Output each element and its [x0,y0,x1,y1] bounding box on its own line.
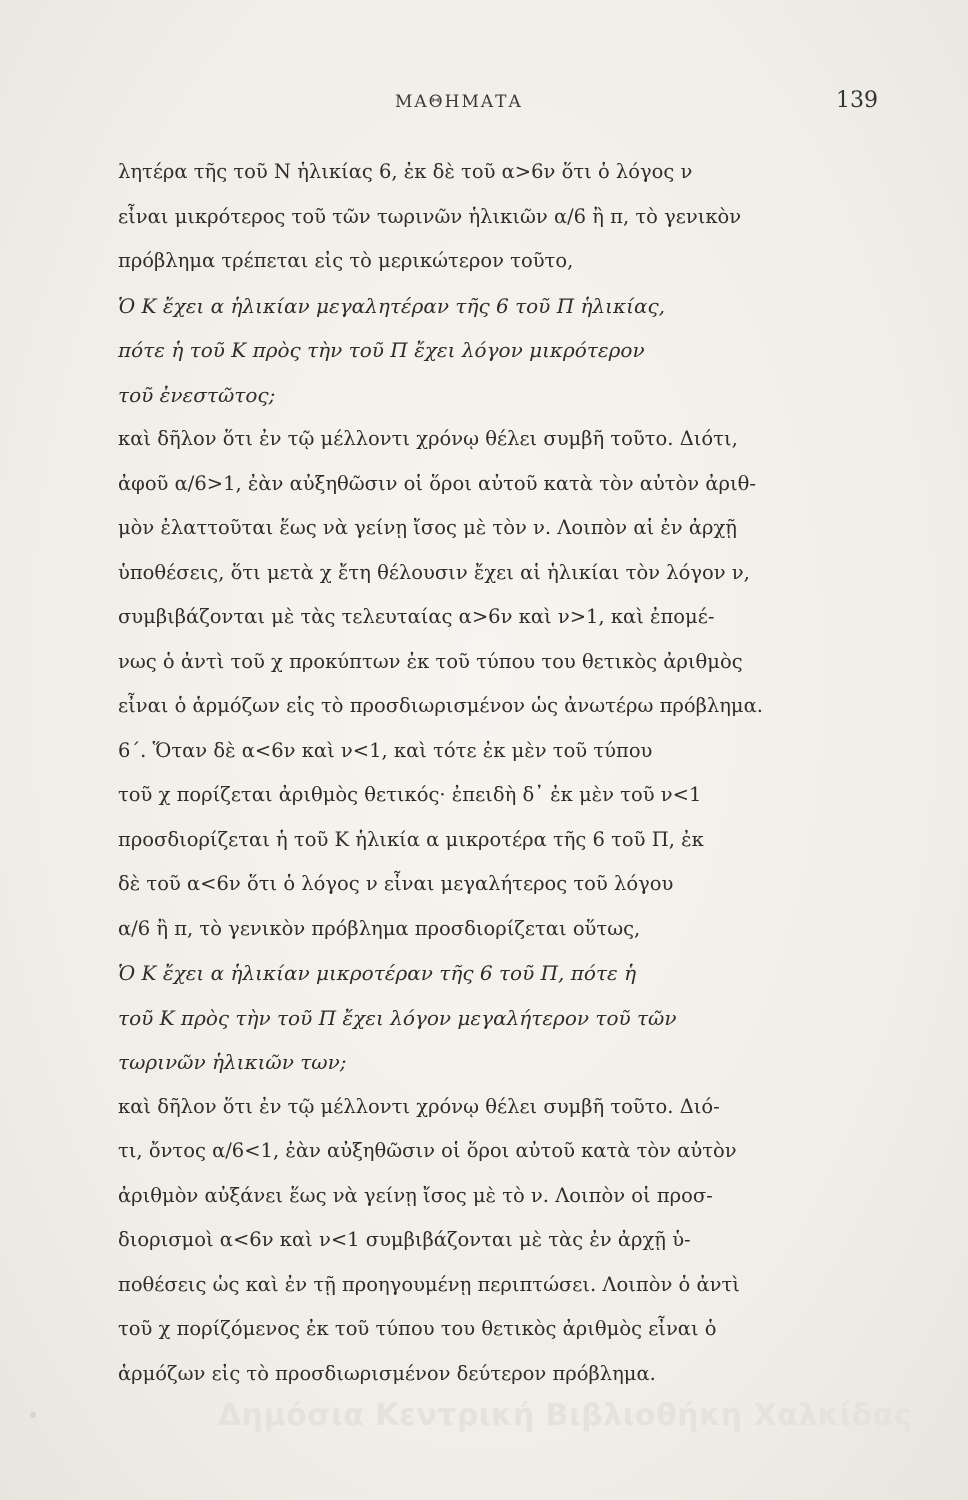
text-line: ἀφοῦ α/6>1, ἐὰν αὐξηθῶσιν οἱ ὅροι αὐτοῦ κατὰ τὸν αὐτὸν ἀριθ- [118,471,756,495]
text-line: εἶναι ὁ ἁρμόζων εἰς τὸ προσδιωρισμένον ὡς ἀνωτέρω πρόβλημα. [118,694,763,717]
text-line: μὸν ἐλαττοῦται ἕως νὰ γείνῃ ἴσος μὲ τὸν ν. Λοιπὸν αἱ ἐν ἀρχῇ [118,516,737,539]
page-number: 139 [836,88,878,113]
text-line: εἶναι μικρότερος τοῦ τῶν τωρινῶν ἡλικιῶν α/6 ἢ π, τὸ γενικὸν [118,204,742,228]
text-line: 6΄. Ὅταν δὲ α<6ν καὶ ν<1, καὶ τότε ἐκ μὲν τοῦ τύπου [118,738,653,762]
problem-statement-line: τοῦ Κ πρὸς τὴν τοῦ Π ἔχει λόγον μεγαλήτερον τοῦ τῶν [118,1005,677,1030]
text-line: δὲ τοῦ α<6ν ὅτι ὁ λόγος ν εἶναι μεγαλήτερος τοῦ λόγου [118,872,674,895]
page-body [118,150,828,1396]
text-line: α/6 ἢ π, τὸ γενικὸν πρόβλημα προσδιορίζεται οὕτως, [118,916,641,940]
page-header [0,88,968,122]
library-watermark: Δημόσια Κεντρική Βιβλιοθήκη Χαλκίδας [218,1398,913,1433]
problem-statement-line: Ὁ Κ ἔχει α ἡλικίαν μεγαλητέραν τῆς 6 τοῦ Π ἡλικίας, [118,293,666,318]
problem-statement-line: πότε ἡ τοῦ Κ πρὸς τὴν τοῦ Π ἔχει λόγον μικρότερον [118,338,645,362]
text-line: πρόβλημα τρέπεται εἰς τὸ μερικώτερον τοῦτο, [118,249,574,272]
problem-statement-line: τοῦ ἐνεστῶτος; [118,382,276,407]
text-line: ποθέσεις ὡς καὶ ἐν τῇ προηγουμένῃ περιπτώσει. Λοιπὸν ὁ ἀντὶ [118,1272,740,1296]
text-line: λητέρα τῆς τοῦ Ν ἡλικίας 6, ἐκ δὲ τοῦ α>6ν ὅτι ὁ λόγος ν [118,160,693,183]
text-line: καὶ δῆλον ὅτι ἐν τῷ μέλλοντι χρόνῳ θέλει συμβῆ τοῦτο. Διό- [118,1094,720,1118]
margin-speck [30,1412,36,1418]
problem-statement-line: Ὁ Κ ἔχει α ἡλικίαν μικροτέραν τῆς 6 τοῦ Π, πότε ἡ [118,961,637,985]
text-line: ἁρμόζων εἰς τὸ προσδιωρισμένον δεύτερον πρόβλημα. [118,1361,656,1385]
problem-statement-line: τωρινῶν ἡλικιῶν των; [118,1050,347,1074]
text-line: συμβιβάζονται μὲ τὰς τελευταίας α>6ν καὶ ν>1, καὶ ἐπομέ- [118,605,715,628]
text-line: καὶ δῆλον ὅτι ἐν τῷ μέλλοντι χρόνῳ θέλει συμβῆ τοῦτο. Διότι, [118,427,738,450]
text-line: τοῦ χ πορίζόμενος ἐκ τοῦ τύπου του θετικὸς ἀριθμὸς εἶναι ὁ [118,1317,717,1340]
text-line: ὑποθέσεις, ὅτι μετὰ χ ἔτη θέλουσιν ἔχει αἱ ἡλικίαι τὸν λόγον ν, [118,560,750,584]
text-line: τοῦ χ πορίζεται ἀριθμὸς θετικός· ἐπειδὴ δ᾽ ἐκ μὲν τοῦ ν<1 [118,783,702,806]
text-line: προσδιορίζεται ἡ τοῦ Κ ἡλικία α μικροτέρα τῆς 6 τοῦ Π, ἐκ [118,827,704,851]
text-line: τι, ὄντος α/6<1, ἐὰν αὐξηθῶσιν οἱ ὅροι αὐτοῦ κατὰ τὸν αὐτὸν [118,1139,737,1162]
running-head: ΜΑΘΗΜΑΤΑ [395,92,523,112]
text-line: διορισμοὶ α<6ν καὶ ν<1 συμβιβάζονται μὲ τὰς ἐν ἀρχῇ ὑ- [118,1228,691,1251]
text-line: νως ὁ ἀντὶ τοῦ χ προκύπτων ἐκ τοῦ τύπου του θετικὸς ἀριθμὸς [118,649,743,673]
text-line: ἀριθμὸν αὐξάνει ἕως νὰ γείνῃ ἴσος μὲ τὸ ν. Λοιπὸν οἱ προσ- [118,1183,713,1207]
